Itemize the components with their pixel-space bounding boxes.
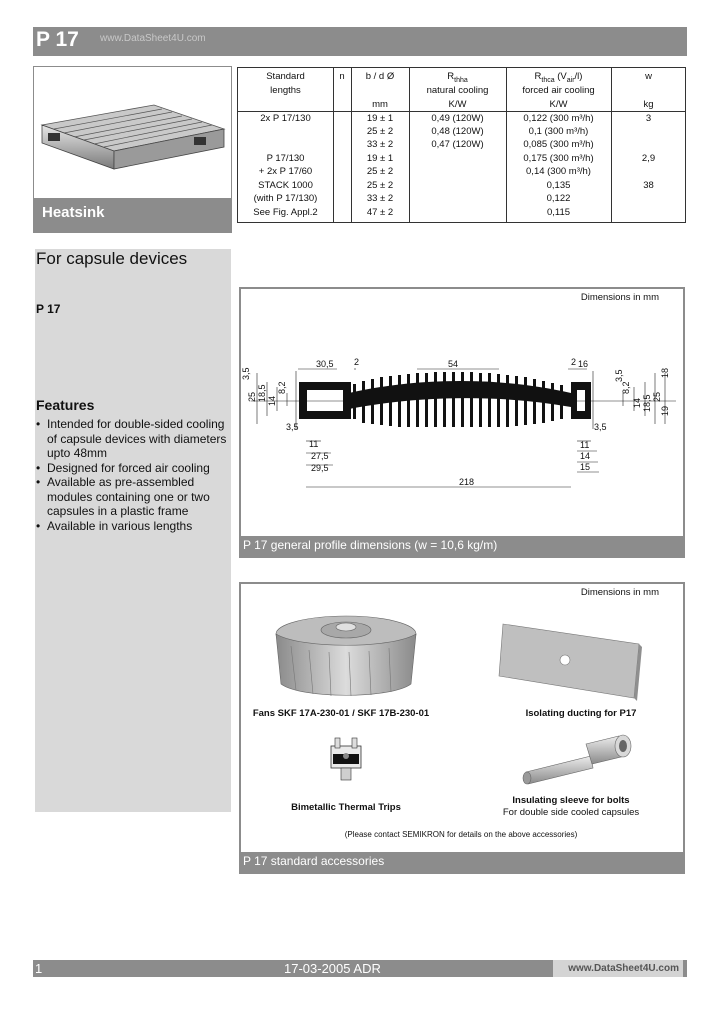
header-rthha-unit: K/W [448, 99, 467, 110]
ducting-label: Isolating ducting for P17 [525, 708, 637, 719]
list-item: • Available as pre-assembled modules containing one or two capsules in a plastic frame [35, 475, 231, 519]
dim-label: 2 [571, 357, 577, 367]
footer-url[interactable]: www.DataSheet4U.com [553, 960, 683, 977]
figure-caption-bar [241, 852, 683, 872]
specs-table [237, 67, 686, 223]
accessories-figure [239, 582, 685, 874]
fans-label: Fans SKF 17A-230-01 / SKF 17B-230-01 [252, 708, 430, 719]
table-cell: 0,085 (300 m³/h) [523, 139, 594, 150]
table-cell: 25 ± 2 [366, 180, 394, 191]
sleeve-sublabel: For double side cooled capsules [502, 807, 640, 818]
table-cell: 0,47 (120W) [431, 139, 484, 150]
dim-label: 2 [354, 357, 360, 367]
figure-caption: P 17 standard accessories [243, 854, 385, 868]
dim-label: 16 [578, 359, 589, 369]
table-cell: 0,122 (300 m³/h) [523, 113, 594, 124]
page-title: P 17 [36, 28, 79, 51]
table-cell: STACK 1000 [258, 180, 313, 191]
dim-label: 8,2 [277, 381, 287, 394]
fan-image [276, 616, 416, 696]
table-cell: 2,9 [641, 153, 656, 164]
header-standard-2: lengths [270, 85, 301, 96]
table-cell: P 17/130 [266, 153, 305, 164]
table-cell: 0,175 (300 m³/h) [523, 153, 594, 164]
list-item: • Available in various lengths [35, 519, 231, 534]
section-title: For capsule devices [36, 249, 188, 268]
header-w-unit: kg [643, 99, 654, 110]
heatsink-image [34, 67, 231, 197]
rthha-symbol: R [447, 71, 455, 82]
ducting-image [499, 624, 642, 701]
list-item: • Intended for double-sided cooling of capsule devices with diameters upto 48mm [35, 417, 231, 461]
table-cell: 38 [643, 180, 654, 191]
figure-caption: P 17 general profile dimensions (w = 10,6 kg/m) [243, 538, 498, 552]
dim-label: 14 [580, 451, 591, 461]
dim-label: 11 [309, 439, 319, 449]
dim-label: 3,5 [614, 369, 624, 382]
table-cell: 0,14 (300 m³/h) [526, 166, 591, 177]
header-w: w [645, 71, 652, 82]
dimensions-note: Dimensions in mm [580, 292, 659, 303]
dim-label: 19 [660, 405, 670, 416]
table-cell: 3 [645, 113, 652, 124]
thermal-trips-label: Bimetallic Thermal Trips [291, 802, 401, 813]
table-cell: 47 ± 2 [366, 207, 394, 218]
dim-label: 14 [267, 395, 277, 406]
dim-label: 3,5 [241, 367, 251, 380]
figure-caption-bar [241, 536, 683, 556]
table-cell: 33 ± 2 [366, 193, 394, 204]
sleeve-label: Insulating sleeve for bolts [512, 795, 630, 806]
table-cell: 0,1 (300 m³/h) [528, 126, 589, 137]
contact-note: (Please contact SEMIKRON for details on the above accessories) [344, 830, 578, 839]
table-cell: 0,135 [546, 180, 571, 191]
table-cell: 25 ± 2 [366, 166, 394, 177]
header-rthca-unit: K/W [549, 99, 568, 110]
table-cell: 33 ± 2 [366, 139, 394, 150]
rthca-paren-sub: air [566, 76, 575, 84]
table-cell: 19 ± 1 [366, 113, 394, 124]
header-bar [33, 27, 687, 56]
table-cell: (with P 17/130) [253, 193, 318, 204]
table-cell: 0,122 [546, 193, 571, 204]
dim-label: 3,5 [594, 422, 607, 432]
table-divider [611, 68, 612, 222]
header-rthca-desc: forced air cooling [522, 85, 595, 96]
rthca-subscript: thca [541, 76, 555, 84]
product-image-box [33, 66, 232, 233]
header-bld-unit: mm [372, 99, 388, 110]
dim-label: 15 [580, 462, 591, 472]
dim-label: 18,5 [257, 384, 267, 402]
image-caption-bar [34, 198, 231, 232]
dim-label: 30,5 [316, 359, 334, 369]
table-cell: 0,115 [546, 207, 571, 218]
dimensions-note: Dimensions in mm [580, 587, 659, 598]
table-cell: 25 ± 2 [366, 126, 394, 137]
rthha-subscript: thha [454, 76, 468, 84]
dim-label: 25 [652, 391, 662, 402]
table-cell: 2x P 17/130 [260, 113, 311, 124]
insulating-sleeve-image [523, 735, 631, 784]
table-cell: 0,48 (120W) [431, 126, 484, 137]
features-heading: Features [36, 397, 95, 413]
rthca-symbol: R [534, 71, 542, 82]
dim-label: 18 [660, 367, 670, 378]
footer-date: 17-03-2005 ADR [284, 961, 381, 976]
rthca-paren-end: /l) [574, 71, 583, 82]
image-caption: Heatsink [42, 204, 105, 221]
table-cell: + 2x P 17/60 [258, 166, 313, 177]
dim-label: 8,2 [621, 381, 631, 394]
header-n: n [339, 71, 345, 82]
thermal-trip-image [331, 738, 361, 780]
rthca-paren: (V [557, 71, 567, 82]
header-standard-1: Standard [266, 71, 305, 82]
features-list [35, 417, 231, 533]
dim-label: 18,5 [642, 394, 652, 412]
dim-label: 218 [459, 477, 475, 487]
dim-label: 27,5 [311, 451, 329, 461]
list-item: • Designed for forced air cooling [35, 461, 231, 476]
table-cell: 0,49 (120W) [431, 113, 484, 124]
footer-bar [33, 960, 687, 977]
dim-label: 25 [247, 391, 257, 402]
dim-label: 3,5 [286, 422, 299, 432]
table-cell: See Fig. Appl.2 [253, 207, 318, 218]
page-number: 1 [35, 961, 43, 976]
dim-label: 11 [580, 440, 590, 450]
left-info-column [35, 249, 231, 812]
watermark: www.DataSheet4U.com [100, 33, 206, 44]
profile-dimensions-figure [239, 287, 685, 558]
profile-drawing [241, 289, 683, 534]
header-rthha-desc: natural cooling [426, 85, 489, 96]
table-divider [333, 68, 334, 222]
header-bld: b / d Ø [365, 71, 395, 82]
dim-label: 14 [632, 397, 642, 408]
dim-label: 29,5 [311, 463, 329, 473]
table-cell: 19 ± 1 [366, 153, 394, 164]
product-name: P 17 [36, 302, 61, 316]
dim-label: 54 [448, 359, 459, 369]
